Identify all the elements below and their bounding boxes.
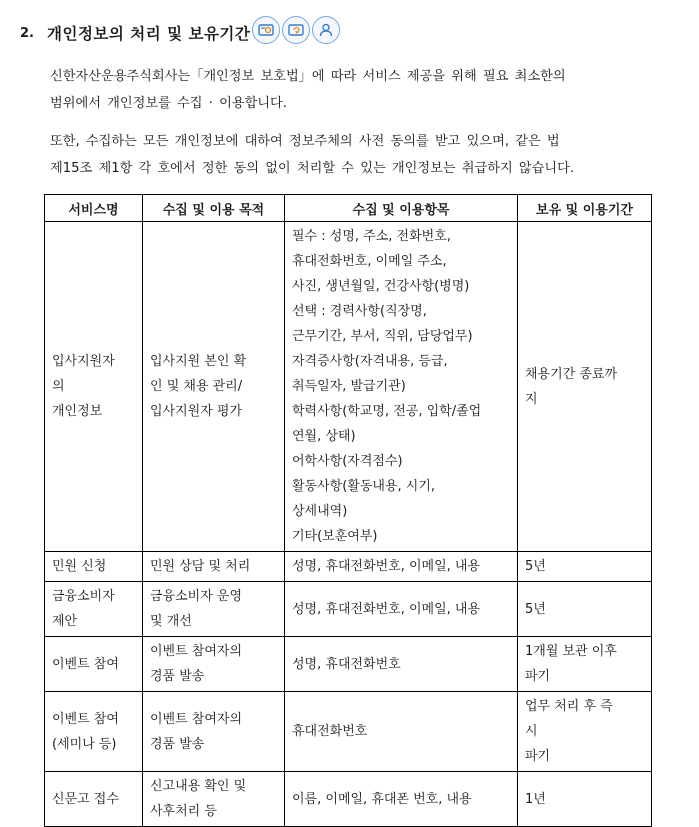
cell-line: 금융소비자 xyxy=(52,589,115,604)
cell-line: 경품 발송 xyxy=(150,736,205,752)
cell-period xyxy=(518,222,652,552)
cell-line: 1개월 보관 이후 xyxy=(525,644,617,659)
cell-line: 파기 xyxy=(525,749,551,764)
cell-line: 사후처리 등 xyxy=(150,804,217,819)
cell-service xyxy=(45,692,143,772)
cell-line: 금융소비자 운영 xyxy=(150,589,243,604)
cell-line: (세미나 등) xyxy=(52,736,117,752)
cell-line: 학력사항(학교명, 전공, 입학/졸업 xyxy=(292,404,482,419)
cell-line: 근무기간, 부서, 직위, 담당업무) xyxy=(292,329,473,344)
cell-line: 민원 신청 xyxy=(52,559,107,574)
cell-items xyxy=(285,692,518,772)
cell-period xyxy=(518,582,652,637)
cell-items xyxy=(285,772,518,827)
intro-paragraph-2 xyxy=(50,128,650,182)
cell-service xyxy=(45,637,143,692)
retention-table xyxy=(44,194,652,827)
header-service: 서비스명 xyxy=(45,195,143,222)
cell-period xyxy=(518,552,652,582)
cell-line: 선택 : 경력사항(직장명, xyxy=(292,304,427,319)
text-line: 제15조 제1항 각 호에서 정한 동의 없이 처리할 수 있는 개인정보는 취급하지 않습니다. xyxy=(50,161,575,176)
cell-line: 5년 xyxy=(525,601,546,617)
cell-line: 이벤트 참여자의 xyxy=(150,711,243,727)
cell-line: 휴대전화번호, 이메일 주소, xyxy=(292,254,447,269)
cell-line: 성명, 휴대전화번호, 이메일, 내용 xyxy=(292,559,481,574)
table-row xyxy=(45,222,652,552)
cell-purpose xyxy=(143,692,285,772)
table-row xyxy=(45,582,652,637)
cell-line: 입사지원 본인 확 xyxy=(150,354,247,369)
cell-line: 성명, 휴대전화번호, 이메일, 내용 xyxy=(292,601,481,617)
header-purpose: 수집 및 이용 목적 xyxy=(143,195,285,222)
cell-line: 1년 xyxy=(525,791,546,807)
cell-line: 연월, 상태) xyxy=(292,429,356,444)
section-heading xyxy=(20,22,340,44)
cell-purpose xyxy=(143,222,285,552)
cell-line: 업무 처리 후 즉 xyxy=(525,699,613,714)
section-title: 개인정보의 처리 및 보유기간 xyxy=(47,25,251,43)
cell-service xyxy=(45,222,143,552)
cell-line: 시 xyxy=(525,724,538,739)
text-line: 범위에서 개인정보를 수집 · 이용합니다. xyxy=(50,96,287,111)
cell-purpose xyxy=(143,772,285,827)
cell-line: 취득일자, 발급기관) xyxy=(292,379,406,394)
cell-line: 파기 xyxy=(525,669,551,684)
cell-line: 어학사항(자격점수) xyxy=(292,454,403,469)
cell-line: 상세내역) xyxy=(292,504,348,519)
cell-line: 의 xyxy=(52,379,65,394)
table-row xyxy=(45,637,652,692)
table-body xyxy=(45,222,652,827)
cell-line: 경품 발송 xyxy=(150,669,205,684)
cell-line: 자격증사항(자격내용, 등급, xyxy=(292,354,448,369)
privacy-badges xyxy=(252,16,340,44)
cell-line: 인 및 채용 관리/ xyxy=(150,379,243,394)
table-header-row xyxy=(45,195,652,222)
header-period: 보유 및 이용기간 xyxy=(518,195,652,222)
cell-line: 5년 xyxy=(525,559,546,574)
cell-line: 개인정보 xyxy=(52,404,103,419)
cell-line: 제안 xyxy=(52,614,78,629)
cell-line: 휴대전화번호 xyxy=(292,724,368,739)
user-badge-icon xyxy=(312,16,340,44)
cell-line: 및 개선 xyxy=(150,614,192,629)
cell-period xyxy=(518,637,652,692)
cell-line: 민원 상담 및 처리 xyxy=(150,559,251,574)
cell-line: 필수 : 성명, 주소, 전화번호, xyxy=(292,229,451,244)
cell-line: 이벤트 참여 xyxy=(52,656,119,672)
cell-line: 사진, 생년월일, 건강사항(병명) xyxy=(292,279,470,294)
table-row xyxy=(45,772,652,827)
cell-items xyxy=(285,552,518,582)
cell-line: 지 xyxy=(525,391,538,407)
cell-line: 신문고 접수 xyxy=(52,791,119,807)
cell-line: 채용기간 종료까 xyxy=(525,366,618,382)
header-items: 수집 및 이용항목 xyxy=(285,195,518,222)
cell-service xyxy=(45,582,143,637)
cell-purpose xyxy=(143,552,285,582)
cell-period xyxy=(518,692,652,772)
cell-line: 성명, 휴대전화번호 xyxy=(292,656,401,672)
intro-paragraph-1 xyxy=(50,63,650,117)
cell-purpose xyxy=(143,637,285,692)
cell-period xyxy=(518,772,652,827)
cell-items xyxy=(285,222,518,552)
cell-line: 이벤트 참여 xyxy=(52,711,119,727)
cell-line: 신고내용 확인 및 xyxy=(150,779,247,794)
cell-line: 기타(보훈여부) xyxy=(292,529,378,544)
text-line: 신한자산운용주식회사는「개인정보 보호법」에 따라 서비스 제공을 위해 필요 최소한의 xyxy=(50,69,566,84)
cell-items xyxy=(285,582,518,637)
cell-items xyxy=(285,637,518,692)
section-number: 2. xyxy=(20,25,34,41)
cell-line: 입사지원자 xyxy=(52,354,115,369)
table-row xyxy=(45,552,652,582)
cell-service xyxy=(45,552,143,582)
collection-badge-icon xyxy=(252,16,280,44)
cell-line: 이벤트 참여자의 xyxy=(150,644,243,659)
cell-line: 이름, 이메일, 휴대폰 번호, 내용 xyxy=(292,791,472,807)
cell-service xyxy=(45,772,143,827)
processing-badge-icon xyxy=(282,16,310,44)
table-row xyxy=(45,692,652,772)
cell-purpose xyxy=(143,582,285,637)
cell-line: 입사지원자 평가 xyxy=(150,404,243,419)
text-line: 또한, 수집하는 모든 개인정보에 대하여 정보주체의 사전 동의를 받고 있으며, 같은 법 xyxy=(50,134,560,149)
cell-line: 활동사항(활동내용, 시기, xyxy=(292,479,436,494)
